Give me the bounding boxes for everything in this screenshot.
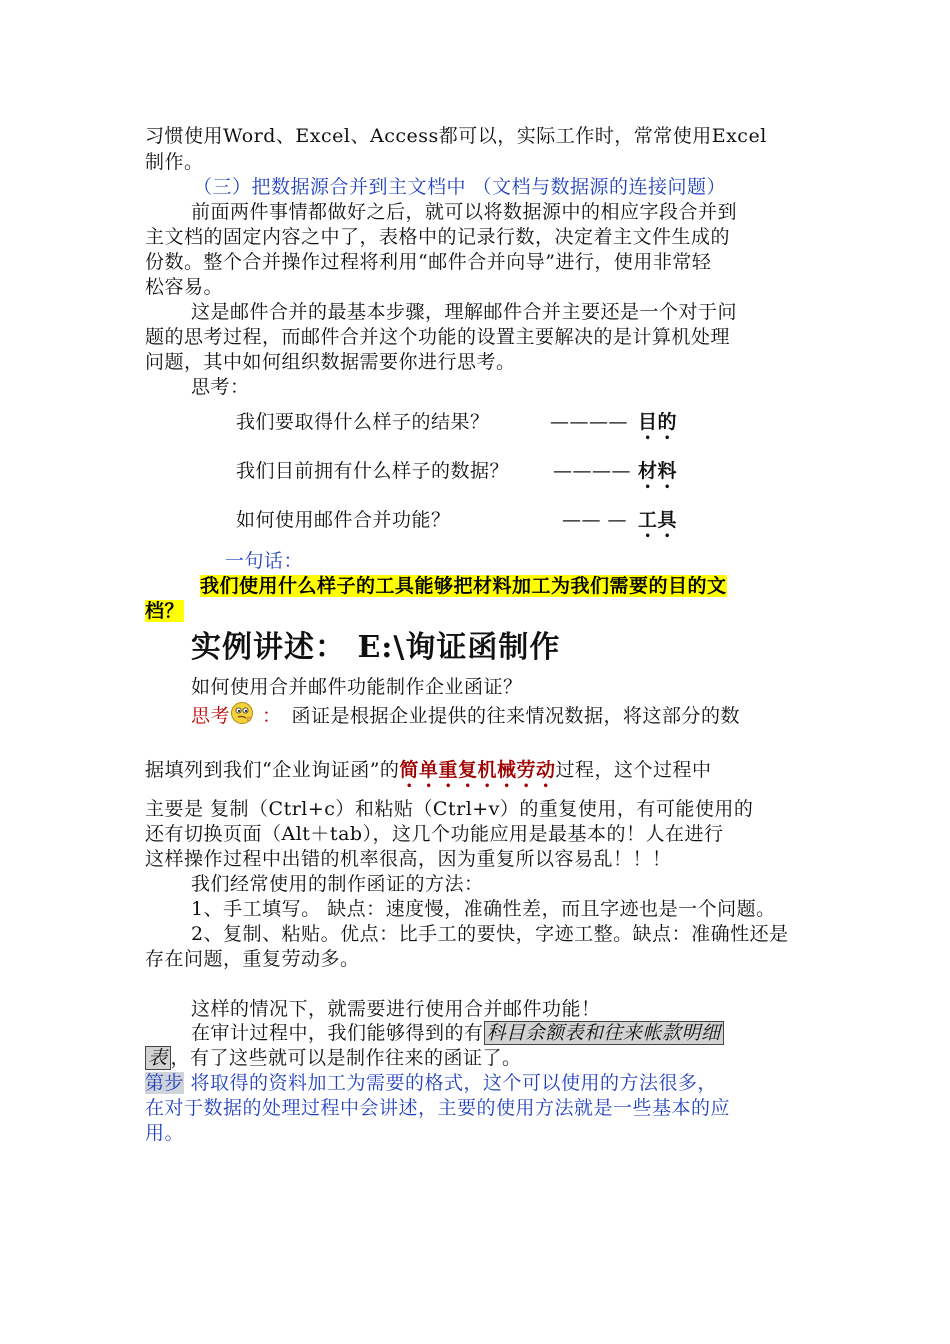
think2-line: [191, 701, 740, 731]
question-2: 我们目前拥有什么样子的数据？: [236, 460, 510, 482]
summary-line: [200, 574, 727, 598]
paragraph-line: 这是邮件合并的最基本步骤，理解邮件合并主要还是一个对于问: [191, 301, 738, 323]
step-line: 用。: [145, 1122, 185, 1144]
question-3: 如何使用邮件合并功能？: [236, 509, 451, 531]
paragraph-line: 还有切换页面（Alt＋tab），这几个功能应用是最基本的！人在进行: [145, 823, 724, 845]
method-1: 1、手工填写。 缺点：速度慢，准确性差，而且字迹也是一个问题。: [191, 898, 776, 920]
step-label: 第步: [145, 1072, 185, 1094]
paragraph-text: 过程，这个过程中: [555, 759, 712, 781]
paragraph-line: 份数。整个合并操作过程将利用“邮件合并向导”进行，使用非常轻: [145, 251, 712, 273]
question-3-dash: —— —: [562, 509, 628, 531]
example-heading: 实例讲述： E:\询证函制作: [191, 630, 561, 665]
methods-intro: 我们经常使用的制作函证的方法：: [191, 873, 484, 895]
paragraph-text: 函证是根据企业提供的往来情况数据，将这部分的数: [291, 705, 741, 727]
emphasis-text: 简单重复机械劳动: [399, 759, 556, 781]
paragraph-line: 习惯使用Word、Excel、Access都可以，实际工作时，常常使用Excel: [145, 125, 767, 147]
paragraph-line: [191, 1021, 724, 1045]
one-sentence-label: 一句话：: [225, 550, 304, 572]
boxed-term: 表: [145, 1046, 171, 1070]
paragraph-line: [145, 758, 711, 792]
question-1: 我们要取得什么样子的结果？: [236, 411, 490, 433]
section-heading: （三）把数据源合并到主文档中 （文档与数据源的连接问题）: [193, 176, 727, 198]
paragraph-line: 制作。: [145, 151, 204, 173]
paragraph-line: 题的思考过程，而邮件合并这个功能的设置主要解决的是计算机处理: [145, 326, 731, 348]
paragraph-text: 在审计过程中，我们能够得到的有: [191, 1022, 484, 1044]
step-line: 在对于数据的处理过程中会讲述，主要的使用方法就是一些基本的应: [145, 1097, 731, 1119]
paragraph-line: 前面两件事情都做好之后，就可以将数据源中的相应字段合并到: [191, 201, 738, 223]
step-line: [145, 1071, 717, 1095]
summary-highlight: 我们使用什么样子的工具能够把材料加工为我们需要的目的文: [200, 575, 727, 597]
paragraph-line: [145, 1046, 522, 1070]
paragraph-line: 松容易。: [145, 276, 224, 298]
thinking-face-icon: [230, 701, 254, 731]
example-question: 如何使用合并邮件功能制作企业函证？: [191, 676, 523, 698]
method-2-cont: 存在问题，重复劳动多。: [145, 948, 360, 970]
question-2-dash: ————: [553, 460, 631, 482]
paragraph-line: 问题，其中如何组织数据需要你进行思考。: [145, 351, 516, 373]
summary-line: [145, 599, 184, 623]
question-1-dash: ————: [550, 411, 628, 433]
question-1-key: 目的: [638, 411, 678, 433]
boxed-term: 科目余额表和往来帐款明细: [484, 1021, 724, 1045]
question-2-key: 材料: [638, 460, 678, 482]
paragraph-line: 这样操作过程中出错的机率很高，因为重复所以容易乱！！！: [145, 848, 672, 870]
step-text: 将取得的资料加工为需要的格式，这个可以使用的方法很多，: [184, 1072, 718, 1094]
question-3-key: 工具: [638, 509, 678, 531]
method-2: 2、复制、粘贴。优点：比手工的要快，字迹工整。缺点：准确性还是: [191, 923, 789, 945]
paragraph-line: 主要是 复制（Ctrl+c）和粘贴（Ctrl+v）的重复使用，有可能使用的: [145, 798, 754, 820]
paragraph-line: 这样的情况下，就需要进行使用合并邮件功能！: [191, 998, 601, 1020]
paragraph-line: 主文档的固定内容之中了，表格中的记录行数，决定着主文件生成的: [145, 226, 731, 248]
think2-colon: ：: [262, 705, 282, 727]
paragraph-text: ，有了这些就可以是制作往来的函证了。: [170, 1047, 522, 1069]
think-label: 思考：: [191, 376, 250, 398]
summary-highlight: 档？: [145, 600, 185, 622]
think2-label: 思考: [191, 705, 231, 727]
paragraph-text: 据填列到我们“企业询证函”的: [145, 759, 400, 781]
